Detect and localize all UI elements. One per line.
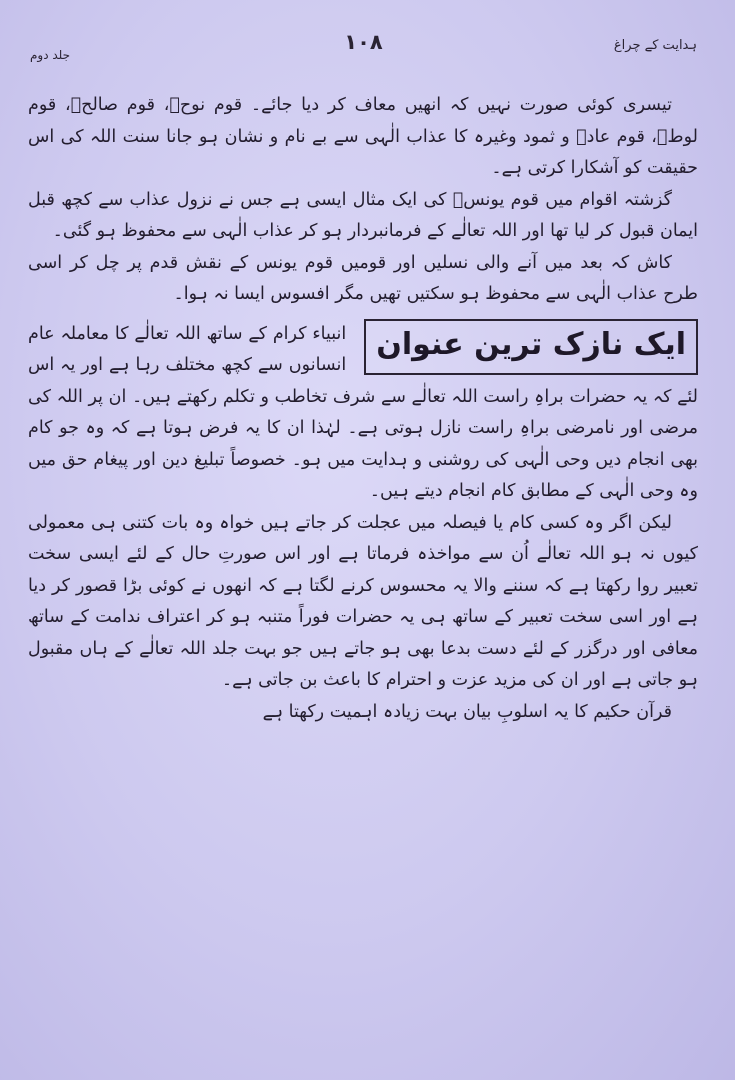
page-header <box>30 30 697 66</box>
section-heading: ایک نازک ترین عنوان <box>364 319 698 375</box>
page-body <box>28 90 698 728</box>
paragraph-2: گزشتہ اقوام میں قوم یونسؑ کی ایک مثال ایسی ہے جس نے نزول عذاب سے کچھ قبل ایمان قبول کر لیا تھا اور اللہ تعالٰے کے فرمانبردار ہو کر عذاب الٰہی سے محفوظ ہو گئی۔ <box>28 189 698 241</box>
section-paragraph-2: لیکن اگر وہ کسی کام یا فیصلہ میں عجلت کر جاتے ہیں خواہ وہ بات کتنی ہی معمولی کیوں نہ ہو اللہ تعالٰے اُن سے مواخذہ فرماتا ہے اور اس صورتِ حال کے لئے ایسی سخت تعبیر روا رکھتا ہے کہ سننے والا یہ محسوس کرنے لگتا ہے کہ انھوں نے کوئی بڑا قصور کر دیا ہے اور اسی سخت تعبیر کے ساتھ ہی یہ حضرات فوراً متنبہ ہو کر اعتراف ندامت کے ساتھ معافی اور درگزر کے لئے دست بدعا بھی ہو جاتے ہیں جو بہت جلد اللہ تعالٰے کے ہاں مقبول ہو جاتی ہے اور ان کی مزید عزت و احترام کا باعث بن جاتی ہے۔ <box>28 512 698 690</box>
section-first-paragraph: انبیاء کرام کے ساتھ اللہ تعالٰے کا معاملہ عام انسانوں سے کچھ مختلف رہا ہے اور یہ اس لئے کہ یہ حضرات براہِ راست اللہ تعالٰے سے شرف تخاطب و تکلم رکھتے ہیں۔ ان پر اللہ کی مرضی اور نامرضی براہِ راست نازل ہوتی ہے۔ لہٰذا ان کا یہ فرض ہوتا ہے کہ وہ جو کام بھی انجام دیں وحی الٰہی کی روشنی و ہدایت میں ہو۔ خصوصاً تبلیغ دین اور پیغام حق میں وہ وحی الٰہی کے مطابق کام انجام دیتے ہیں۔ <box>28 323 698 501</box>
section-delicate-topic <box>28 319 698 729</box>
running-title: ہدایت کے چراغ <box>613 38 697 53</box>
volume-label: جلد دوم <box>30 48 71 62</box>
section-paragraph-3: قرآن حکیم کا یہ اسلوبِ بیان بہت زیادہ اہمیت رکھتا ہے <box>262 701 672 722</box>
paragraph-3: کاش کہ بعد میں آنے والی نسلیں اور قومیں قوم یونس کے نقش قدم پر چل کر اسی طرح عذاب الٰہی سے محفوظ ہو سکتیں تھیں مگر افسوس ایسا نہ ہوا۔ <box>28 252 698 304</box>
paragraph-1: تیسری کوئی صورت نہیں کہ انھیں معاف کر دیا جائے۔ قوم نوحؑ، قوم صالحؑ، قوم لوطؑ، قوم عادؑ و ثمود وغیرہ کا عذاب الٰہی سے بے نام و نشان ہو جانا سنت اللہ کی اس حقیقت کو آشکارا کرتی ہے۔ <box>28 95 698 178</box>
page-number: ۱۰۸ <box>344 30 383 54</box>
